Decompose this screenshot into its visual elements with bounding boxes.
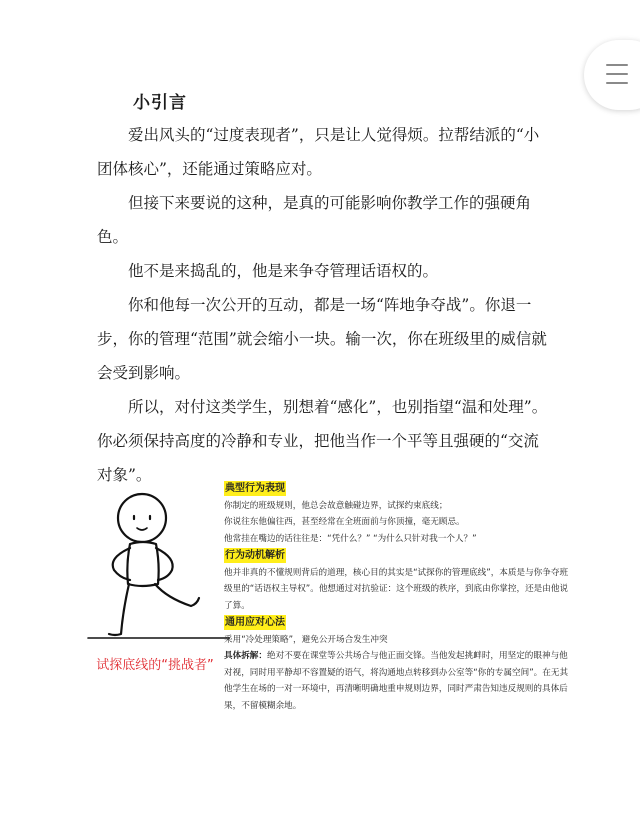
note-line: 你制定的班级规则，他总会故意触碰边界，试探约束底线； <box>224 500 448 511</box>
menu-icon-bar <box>606 82 628 84</box>
note-line: 你说往东他偏往西，甚至经常在全班面前与你顶撞，毫无顾忌。 <box>224 517 465 527</box>
intro-paragraph: 爱出风头的“过度表现者”，只是让人觉得烦。拉帮结派的“小团体核心”，还能通过策略应对。 <box>97 126 540 178</box>
menu-icon-bar <box>606 73 628 75</box>
menu-button[interactable] <box>584 40 640 110</box>
challenger-figure-illustration <box>80 478 230 648</box>
note-paragraph: 他并非真的不懂规则背后的道理，核心目的其实是“试探你的管理底线”，本质是与你争夺班级里的“话语权主导权”。他想通过对抗验证：这个班级的秩序，到底由你掌控，还是由他说了算。 <box>224 567 569 611</box>
intro-paragraph: 他不是来捣乱的，他是来争夺管理话语权的。 <box>128 262 439 280</box>
intro-paragraph: 但接下来要说的这种，是真的可能影响你教学工作的强硬角色。 <box>97 194 532 246</box>
note-paragraph <box>224 648 572 714</box>
detail-label: 具体拆解： <box>224 651 267 661</box>
heading-typical-behavior: 典型行为表现 <box>225 483 285 494</box>
detail-text: 绝对不要在课堂等公共场合与他正面交锋。当他发起挑衅时，用坚定的眼神与他对视，同时用平静却不容置疑的语气，将沟通地点转移到办公室等“你的专属空间”。在无其他学生在场的一对一环境中，再清晰明确地重申规则边界，同时严肃告知违反规则的具体后果，不留模糊余地。 <box>224 651 569 711</box>
note-line: 采用“冷处理策略”，避免公开场合发生冲突 <box>224 634 388 645</box>
intro-body <box>97 118 549 492</box>
intro-title: 小引言 <box>133 93 187 113</box>
heading-motive-analysis: 行为动机解析 <box>225 550 285 561</box>
figure-caption: 试探底线的“挑战者” <box>96 658 214 673</box>
intro-paragraph: 你和他每一次公开的互动，都是一场“阵地争夺战”。你退一步，你的管理“范围”就会缩小一块。输一次，你在班级里的威信就会受到影响。 <box>97 296 547 382</box>
menu-icon <box>606 64 628 66</box>
intro-paragraph: 所以，对付这类学生，别想着“感化”，也别指望“温和处理”。你必须保持高度的冷静和专业，把他当作一个平等且强硬的“交流对象”。 <box>97 398 548 484</box>
notes-panel <box>224 480 572 714</box>
note-line: 他常挂在嘴边的话往往是：“凭什么？” “为什么只针对我一个人？” <box>224 533 477 544</box>
heading-strategy: 通用应对心法 <box>225 617 285 628</box>
